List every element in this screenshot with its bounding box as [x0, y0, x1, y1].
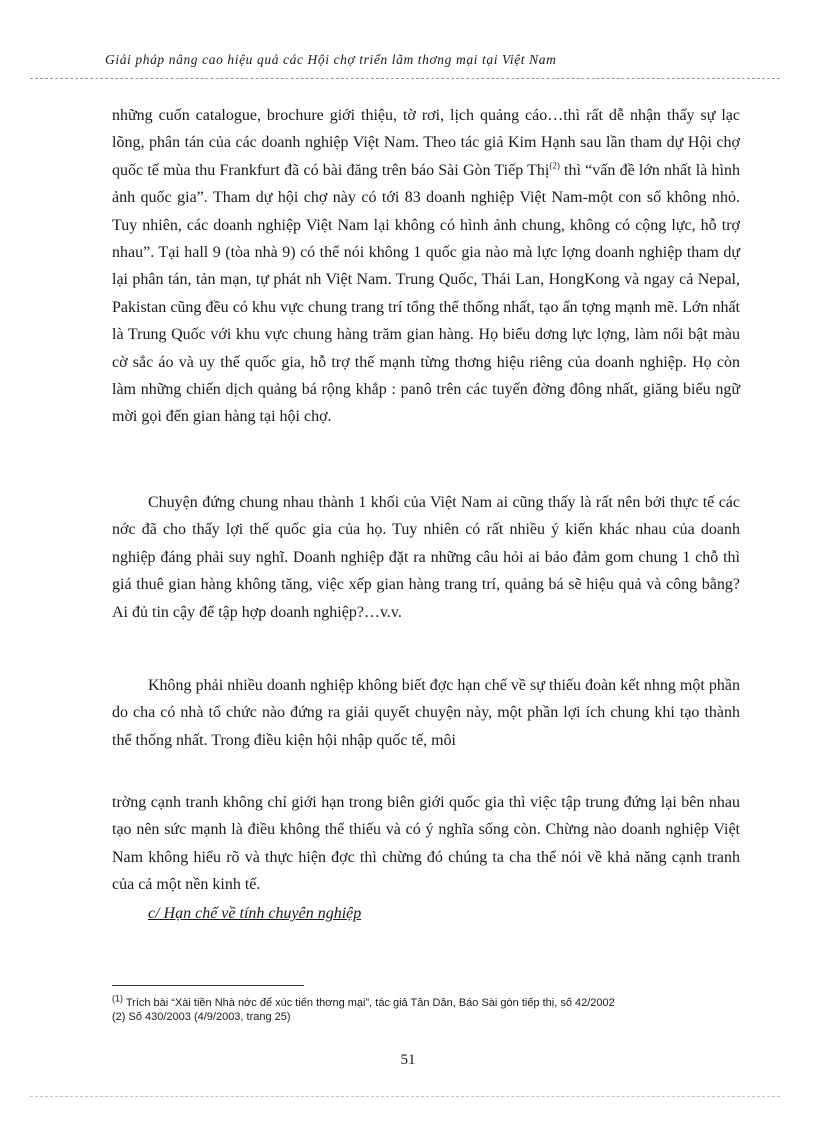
- footnote-ref-2: (2): [549, 160, 560, 171]
- footnote-1: [112, 993, 752, 1010]
- paragraph-4: trờng cạnh tranh không chỉ giới hạn trong biên giới quốc gia thì việc tập trung đứng lại bên nhau tạo nên sức mạnh là điều không thể thiếu và có ý nghĩa sống còn. Chừng nào doanh nghiệp Việt Nam không hiểu rõ và thực hiện đợc thì chừng đó chúng ta cha thể nói về khả năng cạnh tranh của cả một nền kinh tế.: [112, 794, 740, 894]
- paragraph-1-text-a: những cuốn catalogue, brochure giới thiệu, tờ rơi, lịch quảng cáo…thì rất dễ nhận thấy sự lạc lõng, phân tán của các doanh nghiệp Việt Nam. Theo tác giả Kim Hạnh sau lần tham dự Hội chợ quốc tế mùa thu Frankfurt đã có bài đăng trên báo Sài Gòn Tiếp Thị: [112, 107, 740, 179]
- paragraph-1-text-b: thì “vấn đề lớn nhất là hình ảnh quốc gia”. Tham dự hội chợ này có tới 83 doanh nghiệp Việt Nam-một con số không nhỏ. Tuy nhiên, các doanh nghiệp Việt Nam lại không có hình ảnh chung, không có cộng lực, hỗ trợ nhau”. Tại hall 9 (tòa nhà 9) có thể nói không 1 quốc gia nào mà lực lợng doanh nghiệp tham dự lại phân tán, tản mạn, tự phát nh Việt Nam. Trung Quốc, Thái Lan, HongKong và ngay cả Nepal, Pakistan cũng đều có khu vực chung trang trí tổng thể thống nhất, tạo ấn tợng mạnh mẽ. Lớn nhất là Trung Quốc với khu vực chung hàng trăm gian hàng. Họ biểu dơng lực lợng, làm nổi bật màu cờ sắc áo và uy thế quốc gia, hỗ trợ thế mạnh từng thơng hiệu riêng của doanh nghiệp. Họ còn làm những chiến dịch quảng bá rộng khắp : panô trên các tuyến đờng đông nhất, giăng biểu ngữ mời gọi đến gian hàng tại hội chợ.: [112, 161, 741, 426]
- footnotes: [112, 993, 752, 1024]
- footnote-1-marker: (1): [112, 993, 123, 1004]
- footnote-2: (2) Số 430/2003 (4/9/2003, trang 25): [112, 1011, 291, 1023]
- page-bottom-divider: [30, 1096, 780, 1097]
- paragraph-3: Không phải nhiều doanh nghiệp không biết đợc hạn chế về sự thiếu đoàn kết nhng một phần do cha có nhà tổ chức nào đứng ra giải quyết chuyện này, một phần lợi ích chung khi tạo thành thể thống nhất. Trong điều kiện hội nhập quốc tế, môi: [112, 677, 740, 749]
- paragraph-1: [112, 102, 740, 431]
- section-subheading: c/ Hạn chế về tính chuyên nghiệp: [148, 905, 362, 922]
- page-number: 51: [400, 1052, 416, 1068]
- header-divider: [30, 78, 780, 79]
- footnote-1-text: Trích bài “Xài tiền Nhà nớc để xúc tiến thơng mại”, tác giả Tân Dân, Báo Sài gòn tiếp thị, số 42/2002: [123, 997, 615, 1009]
- running-header: Giải pháp nâng cao hiệu quả các Hội chợ triển lãm thơng mại tại Việt Nam: [105, 52, 557, 67]
- footnote-divider: [112, 985, 304, 986]
- paragraph-2: Chuyện đứng chung nhau thành 1 khối của Việt Nam ai cũng thấy là rất nên bởi thực tế các nớc đã cho thấy lợi thế quốc gia của họ. Tuy nhiên có rất nhiều ý kiến khác nhau của doanh nghiệp đáng phải suy nghĩ. Doanh nghiệp đặt ra những câu hỏi ai bảo đảm gom chung 1 chỗ thì giá thuê gian hàng không tăng, việc xếp gian hàng trang trí, quảng bá sẽ hiệu quả và công bằng? Ai đủ tin cậy để tập hợp doanh nghiệp?…v.v.: [112, 494, 740, 621]
